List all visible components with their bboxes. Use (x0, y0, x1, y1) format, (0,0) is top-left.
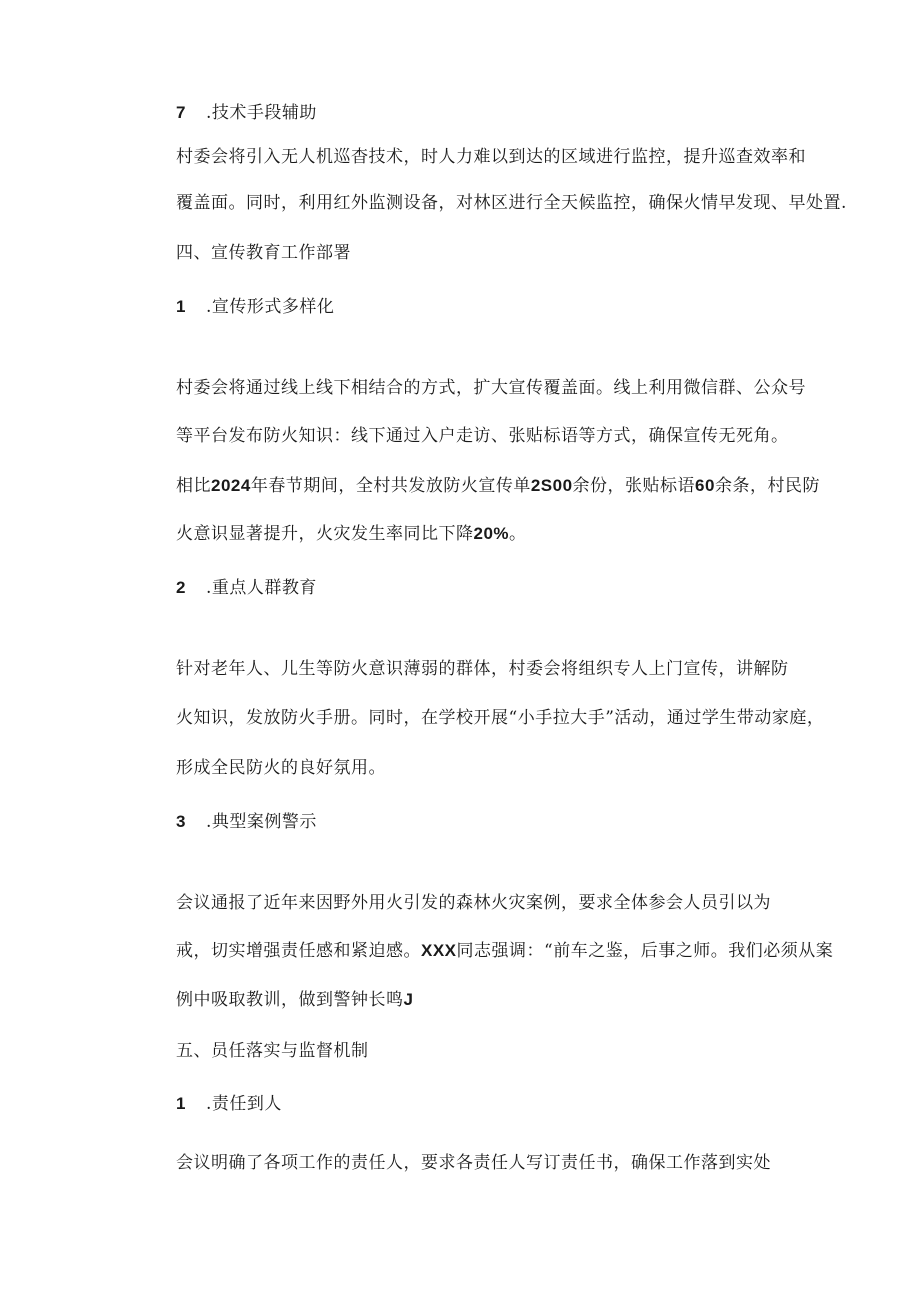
section-heading-2 (176, 576, 317, 600)
paragraph-line (176, 988, 413, 1012)
chapter-heading-5: 五、员任落实与监督机制 (176, 1041, 369, 1061)
section-title: .典型案例警示 (206, 812, 317, 832)
section-heading-7 (176, 101, 317, 125)
paragraph-line (176, 522, 527, 546)
paragraph-line: 针对老年人、儿生等防火意识薄弱的群体，村委会将组织专人上门宣传，讲解防 (176, 659, 789, 679)
paragraph-line: 会议明确了各项工作的责任人，要求各责任人写订责任书，确保工作落到实处 (176, 1153, 771, 1173)
paragraph-line: 村委会将引入无人机巡杳技术，时人力难以到达的区域进行监控，提升巡查效率和 (176, 147, 806, 167)
section-number: 7 (176, 103, 186, 122)
section-number: 2 (176, 578, 186, 597)
text-run: 同志强调：“前车之鉴，后事之师。我们必须从案 (456, 941, 834, 961)
section-heading-3 (176, 810, 317, 834)
decline-percent: 20% (473, 524, 510, 543)
section-title: .重点人群教育 (206, 578, 317, 598)
text-run: 余份，张贴标语 (572, 476, 696, 496)
text-run: 。 (509, 524, 527, 544)
paragraph-line: 火知识，发放防火手册。同时，在学校开展“小手拉大手”活动，通过学生带动家庭， (176, 708, 825, 728)
text-run: 年春节期间，全村共发放防火宣传单 (250, 476, 531, 496)
text-run: 戒，切实增强责任感和紧迫感。 (176, 941, 421, 961)
section-title: .责任到人 (206, 1094, 282, 1114)
text-run: 例中吸取教训，做到警钟长鸣 (176, 990, 404, 1010)
paragraph-line (176, 939, 833, 963)
text-run: 火意识显著提升，火灾发生率同比下降 (176, 524, 474, 544)
section-title: .宣传形式多样化 (206, 297, 335, 317)
text-run: J (403, 990, 414, 1009)
placeholder-name: XXX (421, 941, 457, 960)
paragraph-line: 等平台发布防火知识：线下通过入户走访、张贴标语等方式，确保宣传无死角。 (176, 426, 789, 446)
slogan-count: 60 (695, 476, 715, 495)
year-value: 2024 (211, 476, 251, 495)
section-heading-1 (176, 295, 334, 319)
section-heading-5-1 (176, 1092, 282, 1116)
leaflet-count: 2S00 (530, 476, 573, 495)
section-number: 3 (176, 812, 186, 831)
text-run: 相比 (176, 476, 211, 496)
section-title: .技术手段辅助 (206, 103, 317, 123)
paragraph-line: 覆盖面。同时，利用红外监测设备，对林区进行全天候监控，确保火情早发现、早处置. (176, 193, 847, 213)
paragraph-line: 形成全民防火的良好氛用。 (176, 758, 386, 778)
text-run: 余条，村民防 (714, 476, 820, 496)
paragraph-line: 会议通报了近年来因野外用火引发的森林火灾案例，要求全体参会人员引以为 (176, 893, 771, 913)
section-number: 1 (176, 1094, 186, 1113)
chapter-heading-4: 四、宣传教育工作部署 (176, 243, 351, 263)
paragraph-line (176, 474, 820, 498)
paragraph-line: 村委会将通过线上线下相结合的方式，扩大宣传覆盖面。线上利用微信群、公众号 (176, 378, 806, 398)
section-number: 1 (176, 297, 186, 316)
